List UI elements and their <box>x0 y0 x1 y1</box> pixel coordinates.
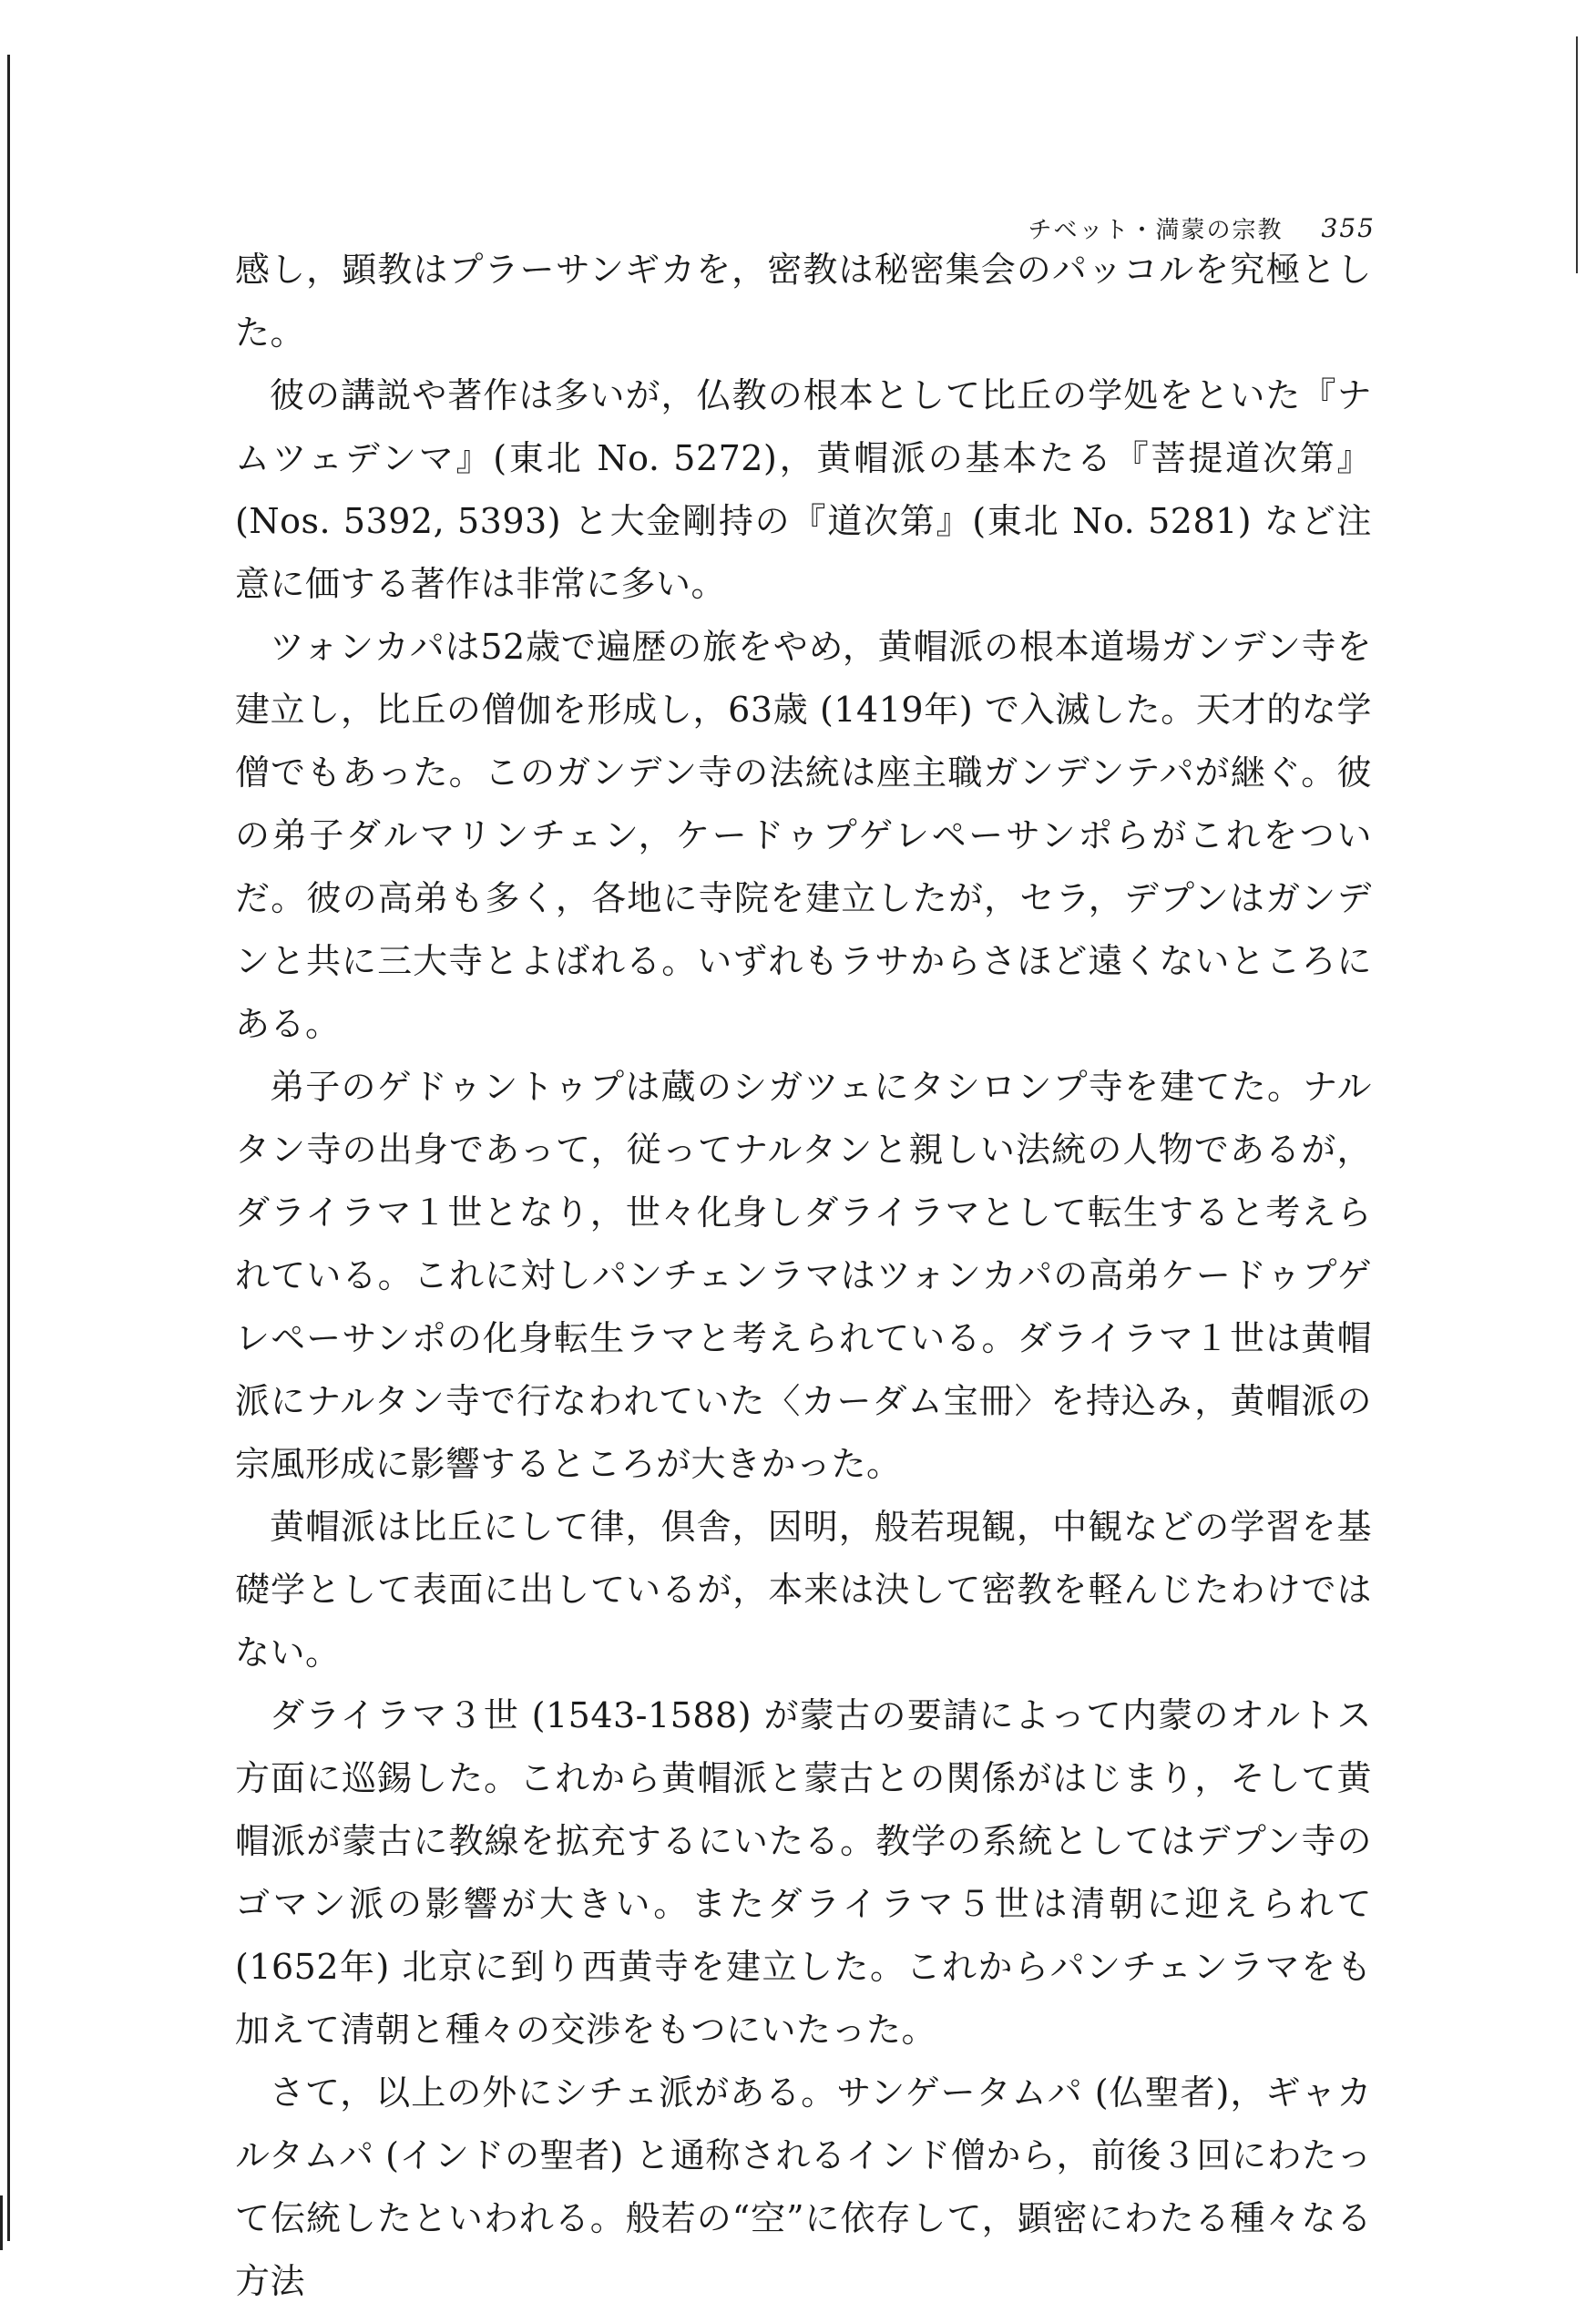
paragraph: 弟子のゲドゥントゥプは蔵のシガツェにタシロンプ寺を建てた。ナルタン寺の出身であって，従ってナルタンと親しい法統の人物であるが，ダライラマ１世となり，世々化身しダライラマとして転生すると考えられている。これに対しパンチェンラマはツォンカパの高弟ケードゥプゲレペーサンポの化身転生ラマと考えられている。ダライラマ１世は黄帽派にナルタン寺で行なわれていた〈カーダム宝冊〉を持込み，黄帽派の宗風形成に影響するところが大きかった。 <box>235 1067 1372 1484</box>
paragraph: 彼の講説や著作は多いが，仏教の根本として比丘の学処をといた『ナムツェデンマ』(東北 No. 5272)，黄帽派の基本たる『菩提道次第』(Nos. 5392, 5393) と大金剛持の『道次第』(東北 No. 5281) など注意に価する著作は非常に多い。 <box>235 375 1372 604</box>
paragraph: ダライラマ３世 (1543-1588) が蒙古の要請によって内蒙のオルトス方面に巡錫した。これから黄帽派と蒙古との関係がはじまり，そして黄帽派が蒙古に教線を拡充するにいたる。教学の系統としてはデプン寺のゴマン派の影響が大きい。またダライラマ５世は清朝に迎えられて (1652年) 北京に到り西黄寺を建立した。これからパンチェンラマをも加えて清朝と種々の交渉をもつにいたった。 <box>235 1695 1372 2050</box>
paragraph: ツォンカパは52歳で遍歴の旅をやめ，黄帽派の根本道場ガンデン寺を建立し，比丘の僧伽を形成し，63歳 (1419年) で入滅した。天才的な学僧でもあった。このガンデン寺の法統は座主職ガンデンテパが継ぐ。彼の弟子ダルマリンチェン，ケードゥプゲレペーサンポらがこれをついだ。彼の高弟も多く，各地に寺院を建立したが，セラ，デプンはガンデンと共に三大寺とよばれる。いずれもラサからさほど遠くないところにある。 <box>235 627 1372 1044</box>
scan-left-edge-notch <box>0 2195 17 2250</box>
scan-left-edge <box>7 55 10 2241</box>
scan-right-edge <box>1576 36 1578 273</box>
page-number: 355 <box>1321 212 1376 243</box>
paragraph: 黄帽派は比丘にして律，倶舎，因明，般若現観，中観などの学習を基礎学として表面に出しているが，本来は決して密教を軽んじたわけではない。 <box>235 1507 1372 1673</box>
body-text <box>235 239 1372 2301</box>
paragraph-continued: 感し，顕教はプラーサンギカを，密教は秘密集会のパッコルを究極とした。 <box>235 250 1372 353</box>
paragraph: さて，以上の外にシチェ派がある。サンゲータムパ (仏聖者)，ギャカルタムパ (インドの聖者) と通称されるインド僧から，前後３回にわたって伝統したといわれる。般若の“空”に依存して，顕密にわたる種々なる方法 <box>235 2072 1372 2301</box>
running-head-title: チベット・満蒙の宗教 <box>1028 216 1284 244</box>
